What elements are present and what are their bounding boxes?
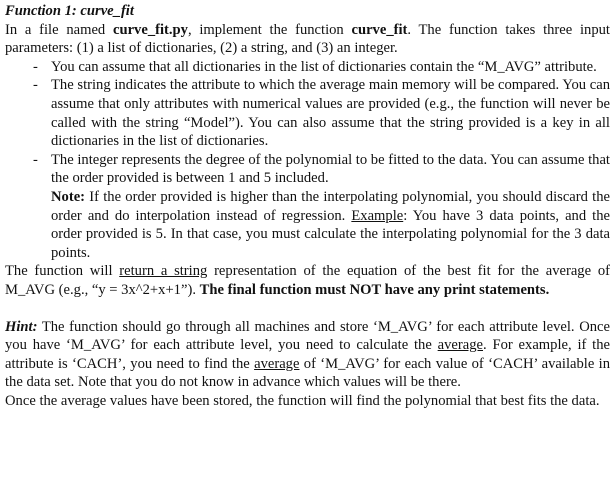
bullet-dash: - (33, 58, 38, 75)
example-label: Example (351, 207, 404, 224)
list-item (5, 76, 610, 150)
hint-text-1: The function should go through all machines and store ‘M_AVG’ for each attribute level. Once you have ‘M_AVG’ for each attribute level, you need to calculate the (5, 318, 610, 354)
bullet-text: The string indicates the attribute to which the average main memory will be compared. You can assume that only attributes with numerical values are provided (e.g., the function will never be called with the string “Model”). You can also assume that the string provided is a key in all dictionaries in the list of dictionaries. (51, 77, 610, 150)
bullet-text: You can assume that all dictionaries in the list of dictionaries contain the “M_AVG” attribute. (51, 58, 597, 75)
hint-text-2: . For example, if the attribute is ‘CACH’, you need to find the (5, 337, 610, 372)
intro-text-2: , implement the function (187, 21, 352, 38)
note-text-2: : You have 3 data points, and the order provided is 5. In that case, you must calculate the interpolating polynomial for the 3 data points. (51, 207, 611, 261)
list-item (5, 151, 610, 263)
return-underlined: return a string (119, 263, 208, 280)
intro-text-1: In a file named (5, 21, 113, 38)
section-title: Function 1: curve_fit (5, 3, 134, 19)
intro-text-3: . The function takes three input parameters: (1) a list of dictionaries, (2) a string, and (3) an integer. (5, 21, 610, 57)
parameter-list (5, 58, 610, 263)
no-print-warning: The final function must NOT have any print statements. (199, 281, 550, 298)
bullet-dash: - (33, 151, 38, 168)
average-underlined-2: average (254, 355, 300, 372)
list-item (5, 58, 610, 77)
hint-text-3: of ‘M_AVG’ for each value of ‘CACH’ available in the data set. Note that you do not know in advance which values will be there. (5, 355, 610, 391)
intro-paragraph (5, 21, 610, 58)
hint-paragraph (5, 318, 610, 392)
return-text-1: The function will (5, 263, 120, 280)
paragraph-gap (5, 300, 610, 318)
note-text-1: If the order provided is higher than the interpolating polynomial, you should discard the order and do interpolation instead of regression. (51, 188, 610, 224)
return-paragraph (5, 262, 610, 299)
final-paragraph: Once the average values have been stored, the function will find the polynomial that best fits the data. (5, 392, 600, 409)
function-name: curve_fit (351, 21, 408, 38)
average-underlined-1: average (437, 337, 484, 354)
file-name: curve_fit.py (112, 21, 188, 38)
return-text-2: representation of the equation of the best fit for the average of M_AVG (e.g., “y = 3x^2+x+1”). (5, 263, 610, 298)
bullet-text: The integer represents the degree of the polynomial to be fitted to the data. You can assume that the order provided is between 1 and 5 included. (51, 151, 610, 187)
note-label: Note: (51, 188, 86, 205)
hint-label: Hint: (5, 318, 38, 335)
bullet-dash: - (33, 77, 38, 94)
